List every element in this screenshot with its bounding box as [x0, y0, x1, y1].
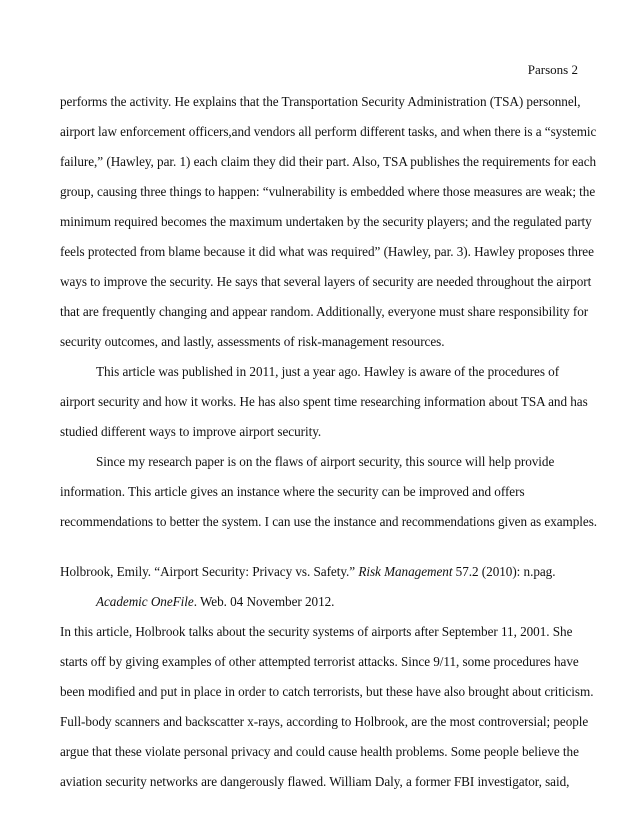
citation-line [60, 564, 555, 580]
citation-database: Academic OneFile [96, 594, 194, 609]
citation-line [96, 594, 334, 610]
body-line: recommendations to better the system. I can use the instance and recommendations given as examples. [60, 514, 598, 529]
body-line: information. This article gives an instance where the security can be improved and offers [60, 484, 525, 499]
body-line: minimum required becomes the maximum undertaken by the security players; and the regulated party [60, 214, 592, 229]
body-line: ways to improve the security. He says that several layers of security are needed throughout the airport [60, 274, 592, 289]
body-line: starts off by giving examples of other attempted terrorist attacks. Since 9/11, some procedures have [60, 654, 579, 669]
body-line: Full-body scanners and backscatter x-rays, according to Holbrook, are the most controversial; people [60, 714, 589, 729]
body-line: aviation security networks are dangerously flawed. William Daly, a former FBI investigator, said, [60, 774, 570, 789]
body-line: that are frequently changing and appear random. Additionally, everyone must share responsibility for [60, 304, 589, 319]
body-line: airport law enforcement officers,and vendors all perform different tasks, and when there is a “systemic [60, 124, 597, 139]
body-line: failure,” (Hawley, par. 1) each claim they did their part. Also, TSA publishes the requirements for each [60, 154, 597, 169]
citation-volume: 57.2 (2010): n.pag. [452, 564, 556, 579]
body-line: This article was published in 2011, just a year ago. Hawley is aware of the procedures of [96, 364, 560, 379]
running-head: Parsons 2 [527, 62, 578, 77]
body-line: argue that these violate personal privacy and could cause health problems. Some people believe the [60, 744, 579, 759]
citation-author-title: Holbrook, Emily. “Airport Security: Privacy vs. Safety.” [60, 564, 359, 579]
citation-journal: Risk Management [358, 564, 453, 579]
body-line: group, causing three things to happen: “vulnerability is embedded where those measures are weak; the [60, 184, 596, 199]
citation-access: . Web. 04 November 2012. [193, 594, 335, 609]
body-line: security outcomes, and lastly, assessments of risk-management resources. [60, 334, 445, 349]
body-line: Since my research paper is on the flaws of airport security, this source will help provide [96, 454, 555, 469]
body-line: airport security and how it works. He has also spent time researching information about TSA and has [60, 394, 588, 409]
body-line: performs the activity. He explains that the Transportation Security Administration (TSA) personnel, [60, 94, 581, 109]
body-line: In this article, Holbrook talks about the security systems of airports after September 11, 2001. She [60, 624, 573, 639]
body-line: feels protected from blame because it did what was required” (Hawley, par. 3). Hawley proposes three [60, 244, 594, 259]
body-line: been modified and put in place in order to catch terrorists, but these have also brought about criticism. [60, 684, 594, 699]
body-line: studied different ways to improve airport security. [60, 424, 322, 439]
